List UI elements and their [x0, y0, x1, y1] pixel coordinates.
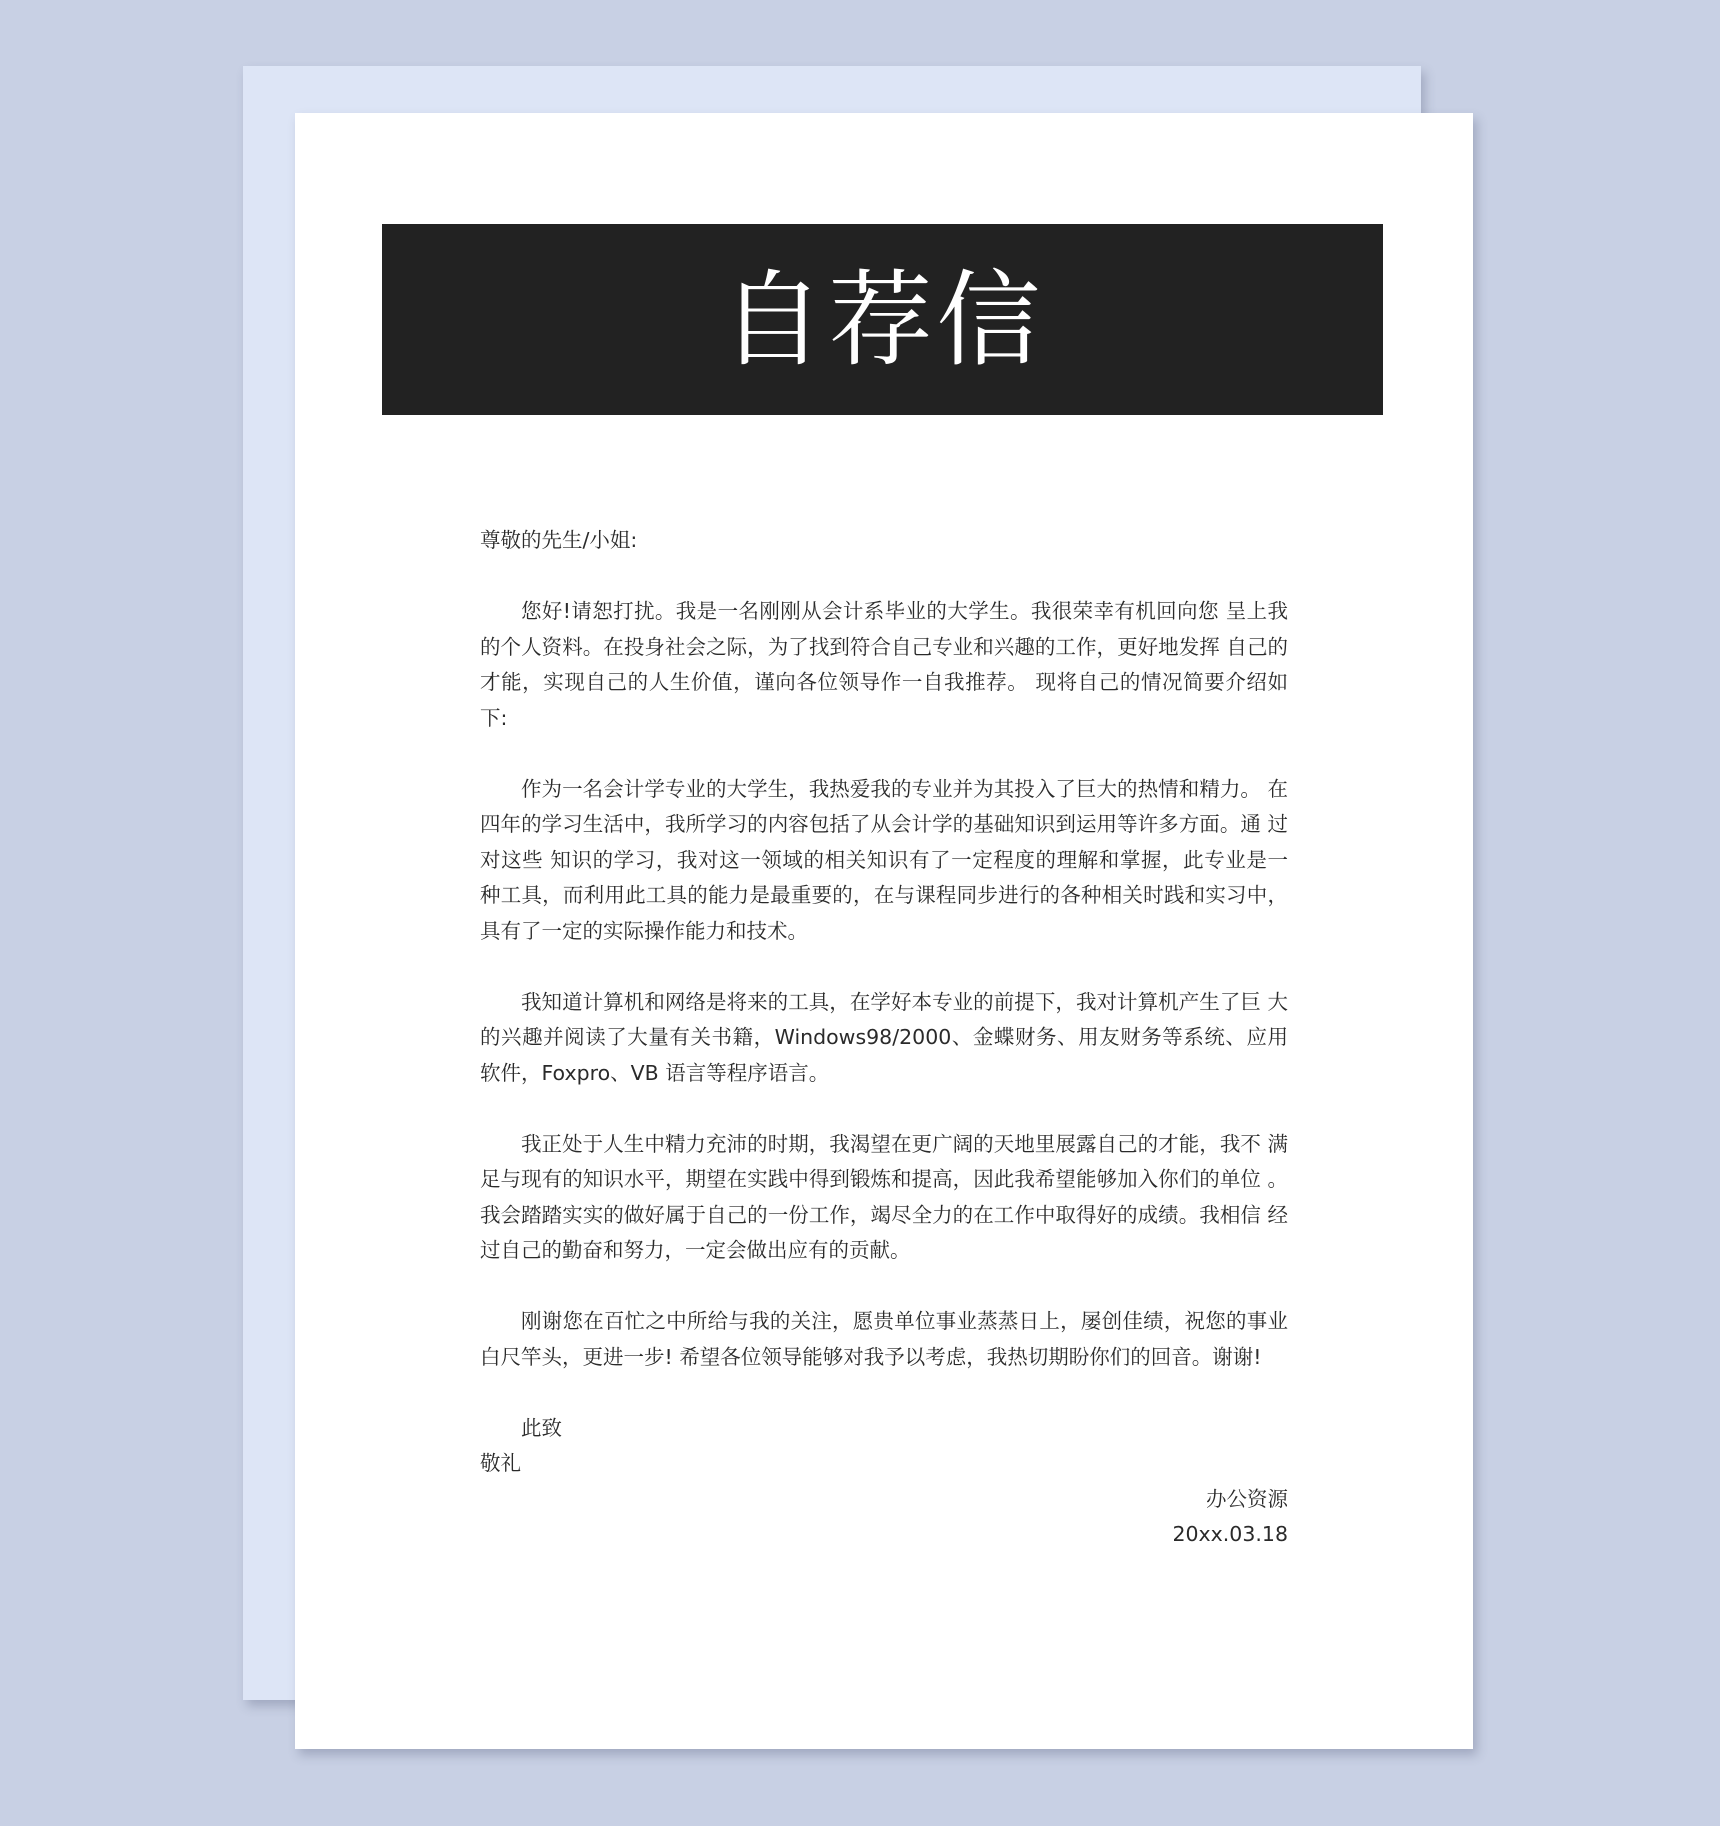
letter-paragraph: 我正处于人生中精力充沛的时期，我渴望在更广阔的天地里展露自己的才能，我不 满足与现有的知识水平，期望在实践中得到锻炼和提高，因此我希望能够加入你们的单位 。我会踏踏实实的做好属于自己的一份工作，竭尽全力的在工作中取得好的成绩。我相信 经过自己的勤奋和努力，一定会做出应有的贡献。	[480, 1131, 1288, 1262]
letter-body	[480, 523, 1288, 1553]
closing-line-2: 敬礼	[480, 1451, 521, 1475]
signature-date: 20xx.03.18	[1172, 1522, 1288, 1546]
signature-name: 办公资源	[1206, 1486, 1288, 1511]
letter-paragraph: 作为一名会计学专业的大学生，我热爱我的专业并为其投入了巨大的热情和精力。 在四年的学习生活中，我所学习的内容包括了从会计学的基础知识到运用等许多方面。通 过对这些 知识的学习，我对这一领域的相关知识有了一定程度的理解和掌握，此专业是一 种工具，而利用此工具的能力是最重要的，在与课程同步进行的各种相关时践和实习中， 具有了一定的实际操作能力和技术。	[480, 776, 1288, 943]
letter-paragraph: 您好!请恕打扰。我是一名刚刚从会计系毕业的大学生。我很荣幸有机回向您 呈上我的个人资料。在投身社会之际，为了找到符合自己专业和兴趣的工作，更好地发挥 自己的才能，实现自己的人生价值，谨向各位领导作一自我推荐。 现将自己的情况简要介绍如下:	[480, 599, 1288, 730]
letter-paragraph: 我知道计算机和网络是将来的工具，在学好本专业的前提下，我对计算机产生了巨 大的兴趣并阅读了大量有关书籍，Windows98/2000、金蝶财务、用友财务等系统、应用 软件，Foxpro、VB 语言等程序语言。	[480, 989, 1288, 1085]
title-banner	[382, 224, 1383, 415]
closing-line-1: 此致	[521, 1415, 562, 1440]
letter-paragraph: 刚谢您在百忙之中所给与我的关注，愿贵单位事业蒸蒸日上，屡创佳绩，祝您的事业 白尺竿头，更进一步! 希望各位领导能够对我予以考虑，我热切期盼你们的回音。谢谢!	[480, 1309, 1288, 1369]
letter-page	[295, 113, 1473, 1749]
page-title: 自荐信	[720, 258, 1045, 381]
letter-greeting: 尊敬的先生/小姐:	[480, 528, 638, 552]
